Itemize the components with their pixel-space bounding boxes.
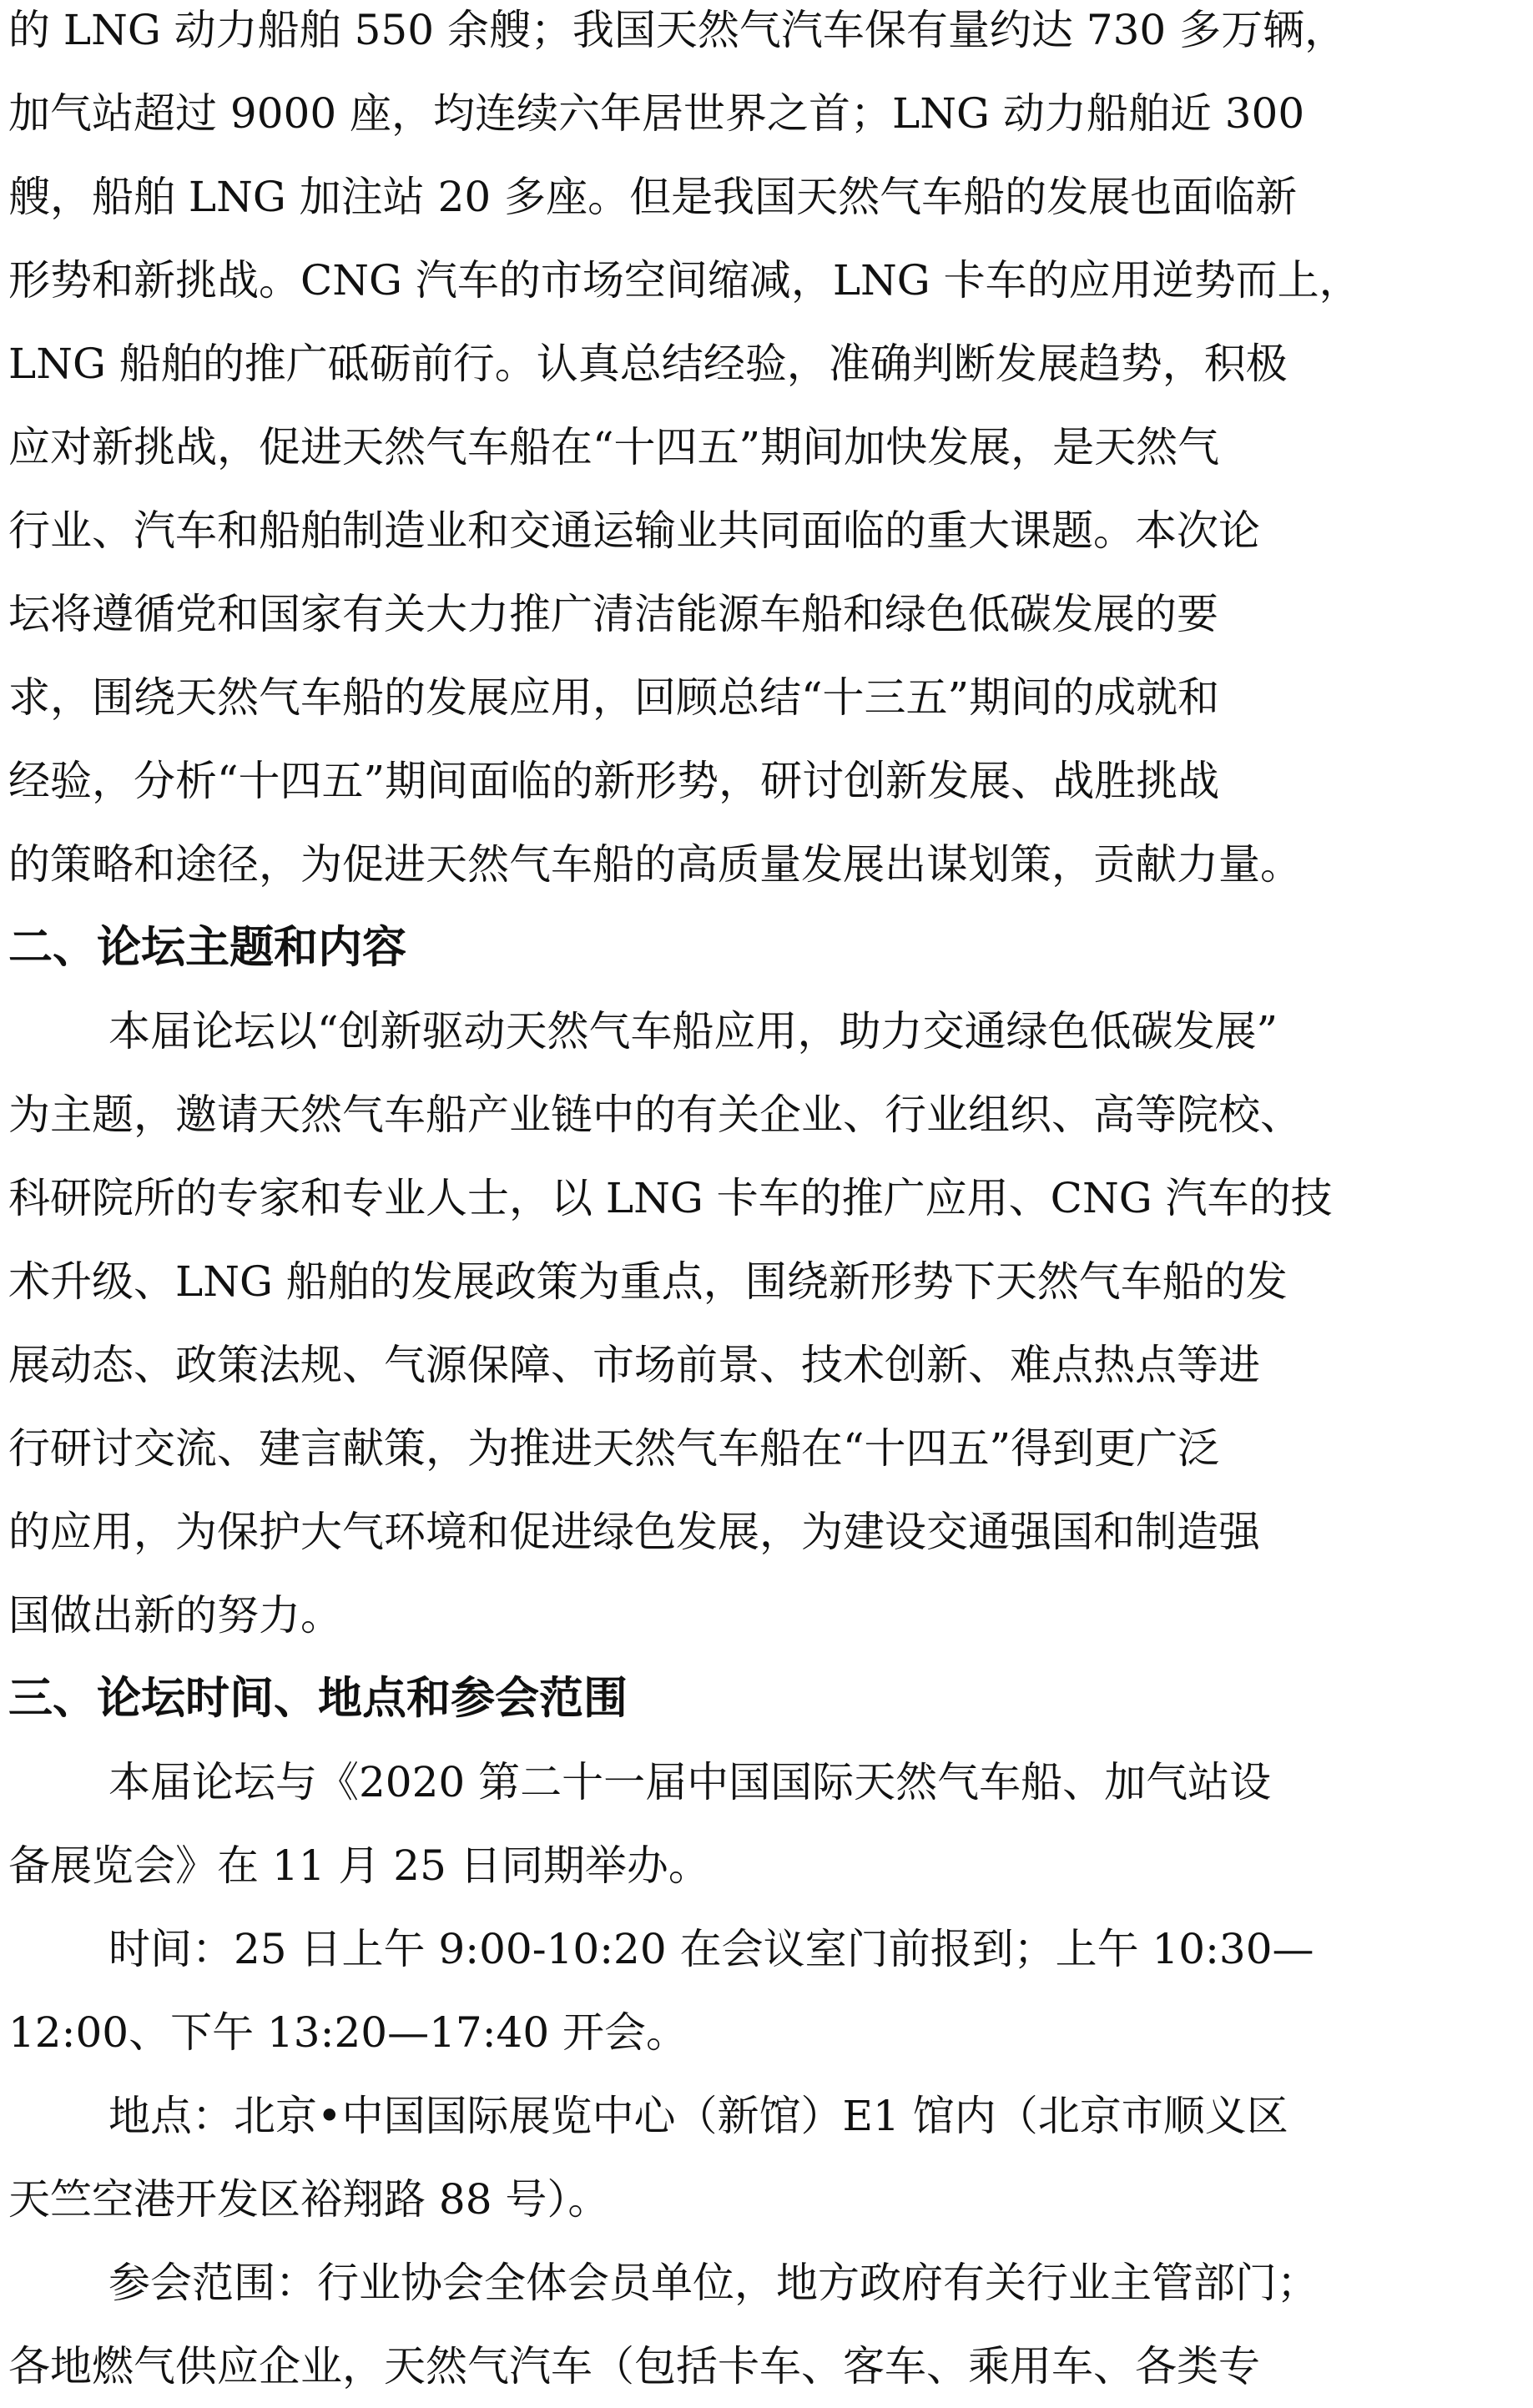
- paragraph-first-line: 时间：25 日上午 9:00-10:20 在会议室门前报到；上午 10:30—: [108, 1925, 1314, 1973]
- section-heading: 三、论坛时间、地点和参会范围: [8, 1673, 628, 1724]
- text-line: 的策略和途径，为促进天然气车船的高质量发展出谋划策，贡献力量。: [8, 840, 1302, 889]
- text-line: 的 LNG 动力船舶 550 余艘；我国天然气汽车保有量约达 730 多万辆，: [8, 6, 1347, 54]
- text-line: 各地燃气供应企业，天然气汽车（包括卡车、客车、乘用车、各类专: [8, 2342, 1260, 2390]
- text-line: 行业、汽车和船舶制造业和交通运输业共同面临的重大课题。本次论: [8, 506, 1260, 555]
- paragraph-first-line: 本届论坛以“创新驱动天然气车船应用，助力交通绿色低碳发展”: [108, 1007, 1278, 1055]
- text-line: 国做出新的努力。: [8, 1591, 342, 1640]
- paragraph-first-line: 地点：北京•中国国际展览中心（新馆）E1 馆内（北京市顺义区: [108, 2092, 1288, 2140]
- text-line: 应对新挑战，促进天然气车船在“十四五”期间加快发展，是天然气: [8, 423, 1220, 471]
- text-line: 的应用，为保护大气环境和促进绿色发展，为建设交通强国和制造强: [8, 1508, 1260, 1556]
- text-line: 术升级、LNG 船舶的发展政策为重点，围绕新形势下天然气车船的发: [8, 1257, 1288, 1306]
- paragraph-first-line: 参会范围：行业协会全体会员单位，地方政府有关行业主管部门；: [108, 2259, 1319, 2307]
- section-heading: 二、论坛主题和内容: [8, 922, 406, 973]
- text-line: 坛将遵循党和国家有关大力推广清洁能源车船和绿色低碳发展的要: [8, 590, 1218, 638]
- text-line: 行研讨交流、建言献策，为推进天然气车船在“十四五”得到更广泛: [8, 1424, 1220, 1473]
- text-line: 展动态、政策法规、气源保障、市场前景、技术创新、难点热点等进: [8, 1341, 1260, 1389]
- text-line: 为主题，邀请天然气车船产业链中的有关企业、行业组织、高等院校、: [8, 1091, 1302, 1139]
- text-line: 形势和新挑战。CNG 汽车的市场空间缩减，LNG 卡车的应用逆势而上，: [8, 256, 1361, 305]
- text-line: 艘，船舶 LNG 加注站 20 多座。但是我国天然气车船的发展也面临新: [8, 173, 1298, 221]
- text-line: 科研院所的专家和专业人士，以 LNG 卡车的推广应用、CNG 汽车的技: [8, 1174, 1333, 1222]
- text-line: 天竺空港开发区裕翔路 88 号）。: [8, 2175, 610, 2224]
- text-line: 经验，分析“十四五”期间面临的新形势，研讨创新发展、战胜挑战: [8, 757, 1220, 805]
- text-line: 求，围绕天然气车船的发展应用，回顾总结“十三五”期间的成就和: [8, 673, 1220, 722]
- text-line: 备展览会》在 11 月 25 日同期举办。: [8, 1841, 710, 1890]
- text-line: LNG 船舶的推广砥砺前行。认真总结经验，准确判断发展趋势，积极: [8, 340, 1288, 388]
- text-line: 12:00、下午 13:20—17:40 开会。: [8, 2008, 688, 2057]
- paragraph-first-line: 本届论坛与《2020 第二十一届中国国际天然气车船、加气站设: [108, 1758, 1272, 1806]
- text-line: 加气站超过 9000 座，均连续六年居世界之首；LNG 动力船舶近 300: [8, 89, 1305, 138]
